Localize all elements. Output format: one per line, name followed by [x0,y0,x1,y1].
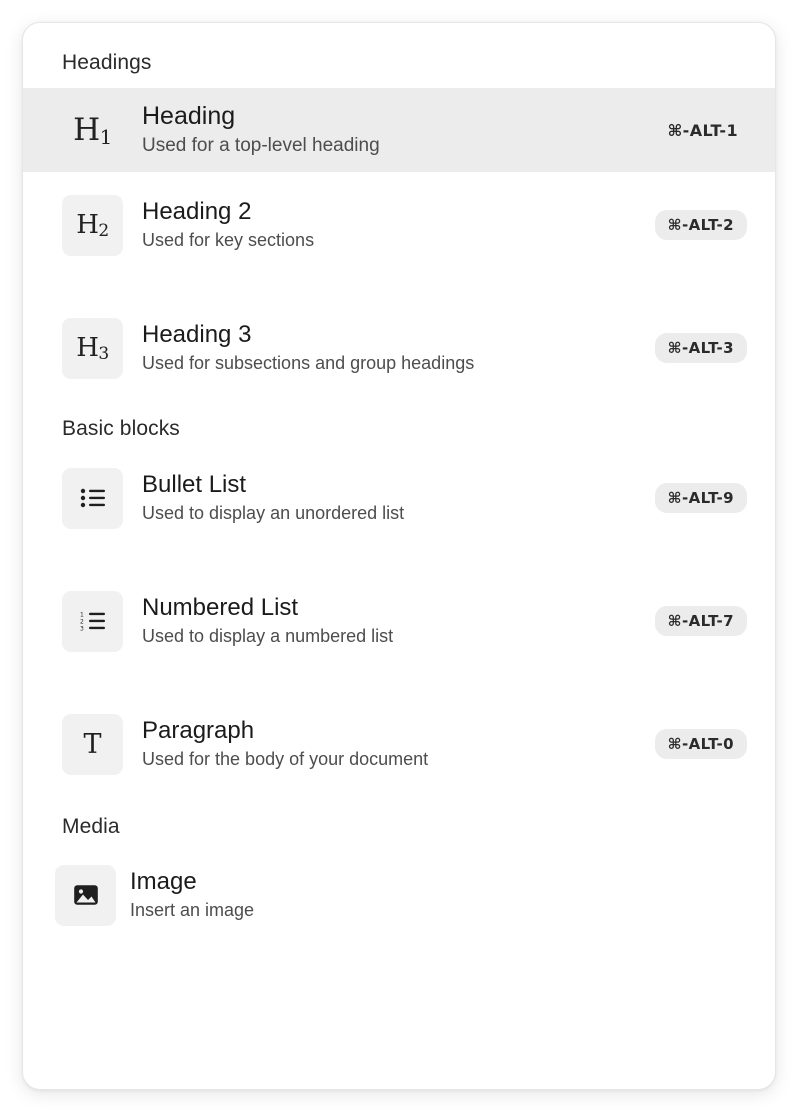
image-icon [55,865,116,926]
menu-item-paragraph[interactable] [23,702,775,786]
menu-item-title: Image [130,868,197,896]
menu-item-shortcut: ⌘-ALT-3 [655,333,747,363]
group-items-headings [23,88,775,390]
menu-item-text-block [116,868,747,921]
menu-item-description: Insert an image [130,900,255,921]
heading-1-icon [62,100,123,161]
numbered-list-icon [62,591,123,652]
group-heading-media: Media [62,815,120,838]
block-type-menu [22,22,776,1090]
menu-item-text-block [123,717,655,770]
heading-3-icon [62,318,123,379]
menu-item-title: Bullet List [142,471,247,499]
menu-item-description: Used for key sections [142,230,315,251]
menu-item-description: Used for subsections and group headings [142,353,475,374]
menu-item-heading-2[interactable] [23,183,775,267]
group-heading-headings: Headings [62,51,152,74]
heading-2-icon [62,195,123,256]
menu-item-title: Heading 2 [142,198,252,226]
bullet-list-icon [62,468,123,529]
paragraph-icon [62,714,123,775]
menu-item-shortcut: ⌘-ALT-1 [667,120,738,140]
svg-text:3: 3 [79,625,84,631]
svg-text:1: 1 [79,611,84,619]
svg-text:2: 2 [79,618,84,626]
menu-item-text-block [123,471,655,524]
heading-2-icon-level: 2 [98,221,109,241]
menu-item-description: Used to display a numbered list [142,626,394,647]
heading-1-icon-letter: H [73,111,100,148]
paragraph-icon-letter: T [83,728,102,760]
heading-2-icon-letter: H [76,210,99,240]
group-items-basic-blocks [23,456,775,786]
menu-item-description: Used for a top-level heading [142,135,380,157]
menu-item-title: Heading [142,102,236,131]
group-heading-basic-blocks: Basic blocks [62,417,180,440]
menu-item-description: Used to display an unordered list [142,503,405,524]
group-items-media [23,853,775,937]
menu-item-title: Heading 3 [142,321,252,349]
menu-item-image[interactable] [23,853,775,937]
menu-item-heading-3[interactable] [23,306,775,390]
menu-item-title: Paragraph [142,717,255,745]
menu-item-numbered-list[interactable] [23,579,775,663]
menu-item-text-block [123,102,658,158]
menu-item-text-block [123,198,655,251]
menu-item-shortcut: ⌘-ALT-9 [655,483,747,513]
heading-1-icon-level: 1 [99,124,112,149]
menu-item-description: Used for the body of your document [142,749,429,770]
menu-item-heading[interactable] [23,88,775,172]
menu-item-bullet-list[interactable] [23,456,775,540]
heading-3-icon-letter: H [76,333,99,363]
menu-item-shortcut: ⌘-ALT-7 [655,606,747,636]
menu-item-text-block [123,594,655,647]
menu-item-title: Numbered List [142,594,299,622]
heading-3-icon-level: 3 [98,344,109,364]
menu-item-shortcut: ⌘-ALT-0 [655,729,747,759]
menu-item-text-block [123,321,655,374]
menu-item-shortcut: ⌘-ALT-2 [655,210,747,240]
